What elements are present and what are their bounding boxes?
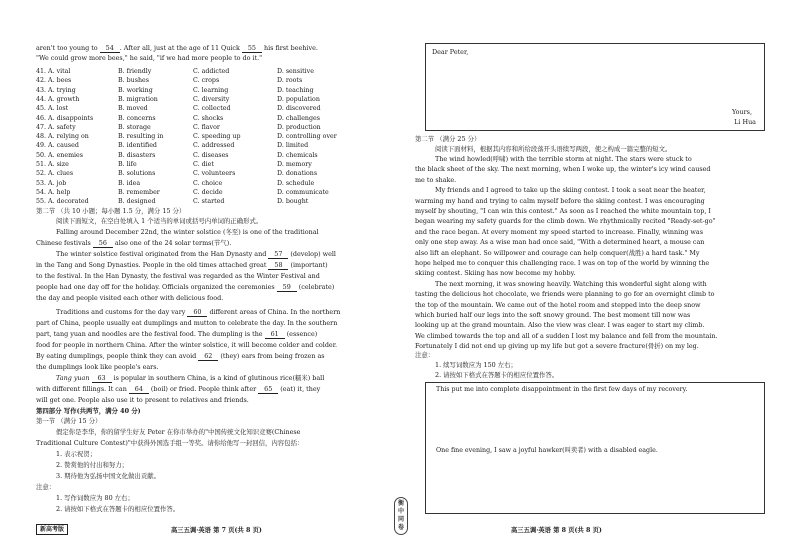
para3-line1: Tang yuan 63 is popular in southern China, is a kind of glutinous rice(糯米) ball — [56, 374, 325, 382]
writing-prompt-line2: Traditional Culture Contest)"中获得外国选手组一等奖。请你给他写一封回信，内容包括： — [36, 439, 304, 447]
option-choice[interactable]: B. remember — [118, 188, 160, 196]
left-page — [36, 0, 391, 551]
writing-point-2: 2. 赞赏他的付出和努力； — [56, 461, 129, 469]
option-choice[interactable]: 44. A. growth — [36, 95, 80, 103]
section-2-title-right: 第二节 （满分 25 分） — [415, 135, 481, 143]
option-choice[interactable]: 41. A. vital — [36, 68, 71, 75]
option-choice[interactable]: C. crops — [193, 77, 220, 85]
option-choice[interactable]: C. addicted — [193, 68, 230, 75]
para1-line7: the day and people visited each other with delicious food. — [36, 294, 224, 302]
blank-55[interactable]: 55 — [242, 44, 262, 53]
option-choice[interactable]: B. moved — [118, 105, 148, 113]
option-choice[interactable]: 49. A. caused — [36, 142, 79, 150]
option-choice[interactable]: D. donations — [277, 170, 318, 178]
option-choice[interactable]: C. diversity — [193, 95, 230, 103]
option-choice[interactable]: D. limited — [277, 142, 309, 150]
note-title-right: 注意： — [415, 351, 435, 359]
story-line: tasting the delicious hot chocolate, we friends were planning to go for an overnight climb to — [415, 290, 715, 299]
section-2-instruction-right: 阅读下面材料，根据其内容和所给段落开头语续写两段，使之构成一篇完整的短文。 — [435, 145, 672, 153]
option-choice[interactable]: D. sensitive — [277, 68, 314, 75]
blank-58[interactable]: 58 — [268, 261, 288, 270]
blank-63[interactable]: 63 — [92, 374, 112, 383]
para1-line3: The winter solstice festival originated from the Han Dynasty and 57 (develop) well — [56, 250, 336, 258]
para2-line5: By eating dumplings, people think they can avoid 62 (they) ears from being frozen as — [36, 352, 325, 360]
option-choice[interactable]: D. memory — [277, 161, 312, 168]
right-page — [415, 0, 773, 551]
option-choice[interactable]: C. decide — [193, 188, 223, 196]
option-choice[interactable]: D. discovered — [277, 105, 321, 113]
letter-greeting: Dear Peter, — [432, 48, 469, 56]
option-choice[interactable]: B. disasters — [118, 151, 156, 159]
option-choice[interactable]: B. identified — [118, 142, 157, 150]
option-choice[interactable]: C. collected — [193, 105, 231, 113]
option-choice[interactable]: B. storage — [118, 123, 151, 131]
option-choice[interactable]: C. speeding up — [193, 133, 241, 141]
option-choice[interactable]: B. designed — [118, 198, 156, 206]
blank-60[interactable]: 60 — [187, 308, 207, 317]
option-choice[interactable]: C. choice — [193, 179, 223, 187]
option-choice[interactable]: 47. A. safety — [36, 123, 76, 131]
option-choice[interactable]: C. diseases — [193, 151, 229, 159]
note-2: 2. 请按如下格式在答题卡的相应位置作答。 — [56, 505, 180, 513]
blank-61[interactable]: 61 — [265, 330, 285, 339]
option-choice[interactable]: 42. A. bees — [36, 77, 72, 85]
story-line: The next morning, it was snowing heavily. Watching this wonderful sight along with — [435, 279, 707, 288]
option-choice[interactable]: 43. A. trying — [36, 86, 76, 94]
option-choice[interactable]: 50. A. enemies — [36, 151, 84, 159]
passage-quote-line: "We could grow more bees," he said, "if we had more people to do it." — [36, 54, 263, 62]
option-choice[interactable]: B. friendly — [118, 68, 152, 75]
story-line: looking up at the grand mountain. Also the view was clear. I was eager to start my climb. — [415, 321, 705, 330]
para3-line2: with different fillings. It can 64 (boil) or fried. People think after 65 (eat) it, they — [36, 385, 321, 393]
option-choice[interactable]: 55. A. decorated — [36, 198, 89, 206]
option-choice[interactable]: B. migration — [118, 95, 158, 103]
option-choice[interactable]: D. schedule — [277, 179, 315, 187]
option-choice[interactable]: 46. A. disappoints — [36, 114, 94, 122]
blank-65[interactable]: 65 — [258, 385, 278, 394]
option-choice[interactable]: 45. A. lost — [36, 105, 69, 113]
page-footer-left: 高三五调·英语 第 7 页(共 8 页) — [171, 527, 262, 534]
story-line: the black sheet of the sky. The next morning, when I woke up, the winter's icy wind caused — [415, 165, 711, 174]
page-footer-right: 高三五调·英语 第 8 页(共 8 页) — [511, 527, 602, 534]
option-choice[interactable]: 52. A. clues — [36, 170, 74, 178]
option-choice[interactable]: C. addressed — [193, 142, 235, 150]
story-line: which buried half our legs into the soft snowy ground. The best moment till now was — [415, 311, 691, 319]
writing-point-3: 3. 期待他为弘扬中国文化做出贡献。 — [56, 472, 160, 480]
para1-line5: to the festival. In the Han Dynasty, the festival was regarded as the Winter Festival and — [36, 272, 320, 280]
option-choice[interactable]: C. learning — [193, 86, 229, 94]
blank-56[interactable]: 56 — [93, 239, 113, 248]
para1-line6: people had one day off for the holiday. Officials organized the ceremonies 59 (celebrate) — [36, 283, 335, 291]
story-line: My friends and I agreed to take up the skiing contest. I took a seat near the heater, — [435, 186, 706, 195]
option-choice[interactable]: D. controlling over — [277, 133, 337, 141]
para2-line2: part of China, people usually eat dumplings and mutton to celebrate the day. In the southern — [36, 319, 338, 327]
story-line: The wind howled(呼啸) with the terrible storm at night. The stars were stuck to — [435, 155, 692, 163]
option-choice[interactable]: D. production — [277, 123, 321, 131]
essay-start-para-2: One fine evening, I saw a joyful hawker(叫卖者) with a disabled eagle. — [436, 447, 658, 454]
option-choice[interactable]: C. shocks — [193, 114, 224, 122]
edition-tag: 新高考版 — [36, 524, 68, 535]
option-choice[interactable]: B. life — [118, 161, 137, 168]
story-line: me to shake. — [415, 175, 457, 184]
para1-line2: Chinese festivals 56 also one of the 24 solar terms(节气). — [36, 239, 232, 247]
story-line: only one step away. As a wise man had once said, "With a determined heart, a mouse can — [415, 238, 705, 247]
para3-line3: will get one. People also use it to present to relatives and friends. — [36, 396, 249, 404]
note-title: 注意： — [36, 483, 56, 491]
option-choice[interactable]: C. diet — [193, 161, 214, 168]
option-choice[interactable]: D. population — [277, 95, 320, 103]
option-choice[interactable]: 51. A. size — [36, 161, 69, 168]
story-line: hope helped me to conquer this challenging race. I was on top of the world by winning the — [415, 259, 710, 267]
option-choice[interactable]: D. roots — [277, 77, 303, 85]
option-choice[interactable]: C. started — [193, 198, 225, 206]
blank-64[interactable]: 64 — [129, 385, 149, 394]
option-choice[interactable]: 53. A. job — [36, 179, 67, 187]
option-choice[interactable]: B. bushes — [118, 77, 149, 85]
story-line: also lift an elephant. So willpower and courage can help conquer(战胜) a hard task." My — [415, 248, 700, 257]
writing-point-1: 1. 表示祝贺； — [56, 450, 97, 458]
writing-prompt-line1: 假定你是李华，你的留学生好友 Peter 在你市举办的"中国传统文化知识竞赛(Chinese — [56, 428, 301, 436]
part-4-section-1: 第一节 （满分 15 分） — [36, 417, 102, 425]
option-choice[interactable]: D. teaching — [277, 86, 314, 94]
story-line: skiing contest. Skiing has now become my hobby. — [415, 269, 576, 278]
para2-line3: part, tang yuan and noodles are the festival food. The dumpling is the 61 (essence) — [36, 330, 318, 338]
option-choice[interactable]: B. solutions — [118, 170, 156, 178]
note-1: 1. 写作词数应为 80 左右； — [56, 494, 134, 502]
section-2-instruction: 阅读下面短文，在空白处填入 1 个适当的单词或括号内单词的正确形式。 — [56, 217, 263, 225]
part-4-title: 第四部分 写作(共两节，满分 40 分) — [36, 407, 141, 415]
continuation-answer-box[interactable] — [425, 382, 765, 514]
exam-seal-logo: 衡 中 同 卷 — [394, 497, 408, 535]
story-line: the top of the mountain. We came out of the hotel room and stepped into the deep snow — [415, 300, 701, 309]
story-line: and the race began. At every moment my speed started to increase. Finally, winning was — [415, 227, 703, 236]
blank-59[interactable]: 59 — [277, 283, 297, 292]
letter-signature: Li Hua — [734, 118, 756, 126]
option-choice[interactable]: B. working — [118, 86, 153, 94]
letter-answer-box[interactable] — [425, 43, 765, 131]
story-line: We climbed towards the top and all of a sudden I lost my balance and fell from the mountain. — [415, 331, 718, 340]
blank-57[interactable]: 57 — [268, 250, 288, 259]
blank-62[interactable]: 62 — [198, 352, 218, 361]
para2-line4: food for people in northern China. After the winter solstice, it will become colder and colder. — [36, 341, 338, 349]
note-1-right: 1. 续写词数应为 150 左右； — [435, 361, 517, 369]
story-line: began wearing my safety guards for the climb down. We rhythmically recited "Ready-set-go" — [415, 217, 716, 226]
passage-continuation: aren't too young to 54 . After all, just at the age of 11 Quick 55 his first beehive. — [36, 44, 318, 52]
option-choice[interactable]: C. volunteers — [193, 170, 236, 178]
para1-line1: Falling around December 22nd, the winter solstice (冬至) is one of the traditional — [56, 228, 319, 236]
letter-closing: Yours, — [732, 108, 752, 116]
option-choice[interactable]: 48. A. relying on — [36, 133, 89, 141]
story-line: warming my hand and trying to calm myself before the skiing contest. I was encouraging — [415, 196, 705, 205]
option-choice[interactable]: D. chemicals — [277, 151, 318, 159]
option-choice[interactable]: C. flavor — [193, 123, 220, 131]
note-2-right: 2. 请按如下格式在答题卡的相应位置作答。 — [435, 371, 559, 379]
option-choice[interactable]: B. idea — [118, 179, 141, 187]
option-choice[interactable]: B. concerns — [118, 114, 156, 122]
option-choice[interactable]: D. bought — [277, 198, 309, 206]
blank-54[interactable]: 54 — [100, 44, 120, 53]
option-choice[interactable]: B. resulting in — [118, 133, 164, 141]
option-choice[interactable]: 54. A. help — [36, 188, 71, 196]
story-line: myself by shouting, "I can win this contest." As soon as I reached the white mountain top, I — [415, 207, 711, 215]
para2-line1: Traditions and customs for the day vary 60 different areas of China. In the northern — [56, 308, 341, 316]
option-choice[interactable]: D. challenges — [277, 114, 320, 122]
para1-line4: in the Tang and Song Dynasties. People in the old times attached great 58 (important) — [36, 261, 328, 269]
story-line: Fortunately I did not end up giving up my life but got a severe fracture(骨折) on my leg. — [415, 342, 699, 351]
para2-line6: the dumplings look like people's ears. — [36, 363, 159, 371]
option-choice[interactable]: D. communicate — [277, 188, 329, 196]
essay-start-para-1: This put me into complete disappointment in the first few days of my recovery. — [436, 386, 688, 393]
section-2-title: 第二节 （共 10 小题；每小题 1.5 分，满分 15 分） — [36, 207, 186, 215]
